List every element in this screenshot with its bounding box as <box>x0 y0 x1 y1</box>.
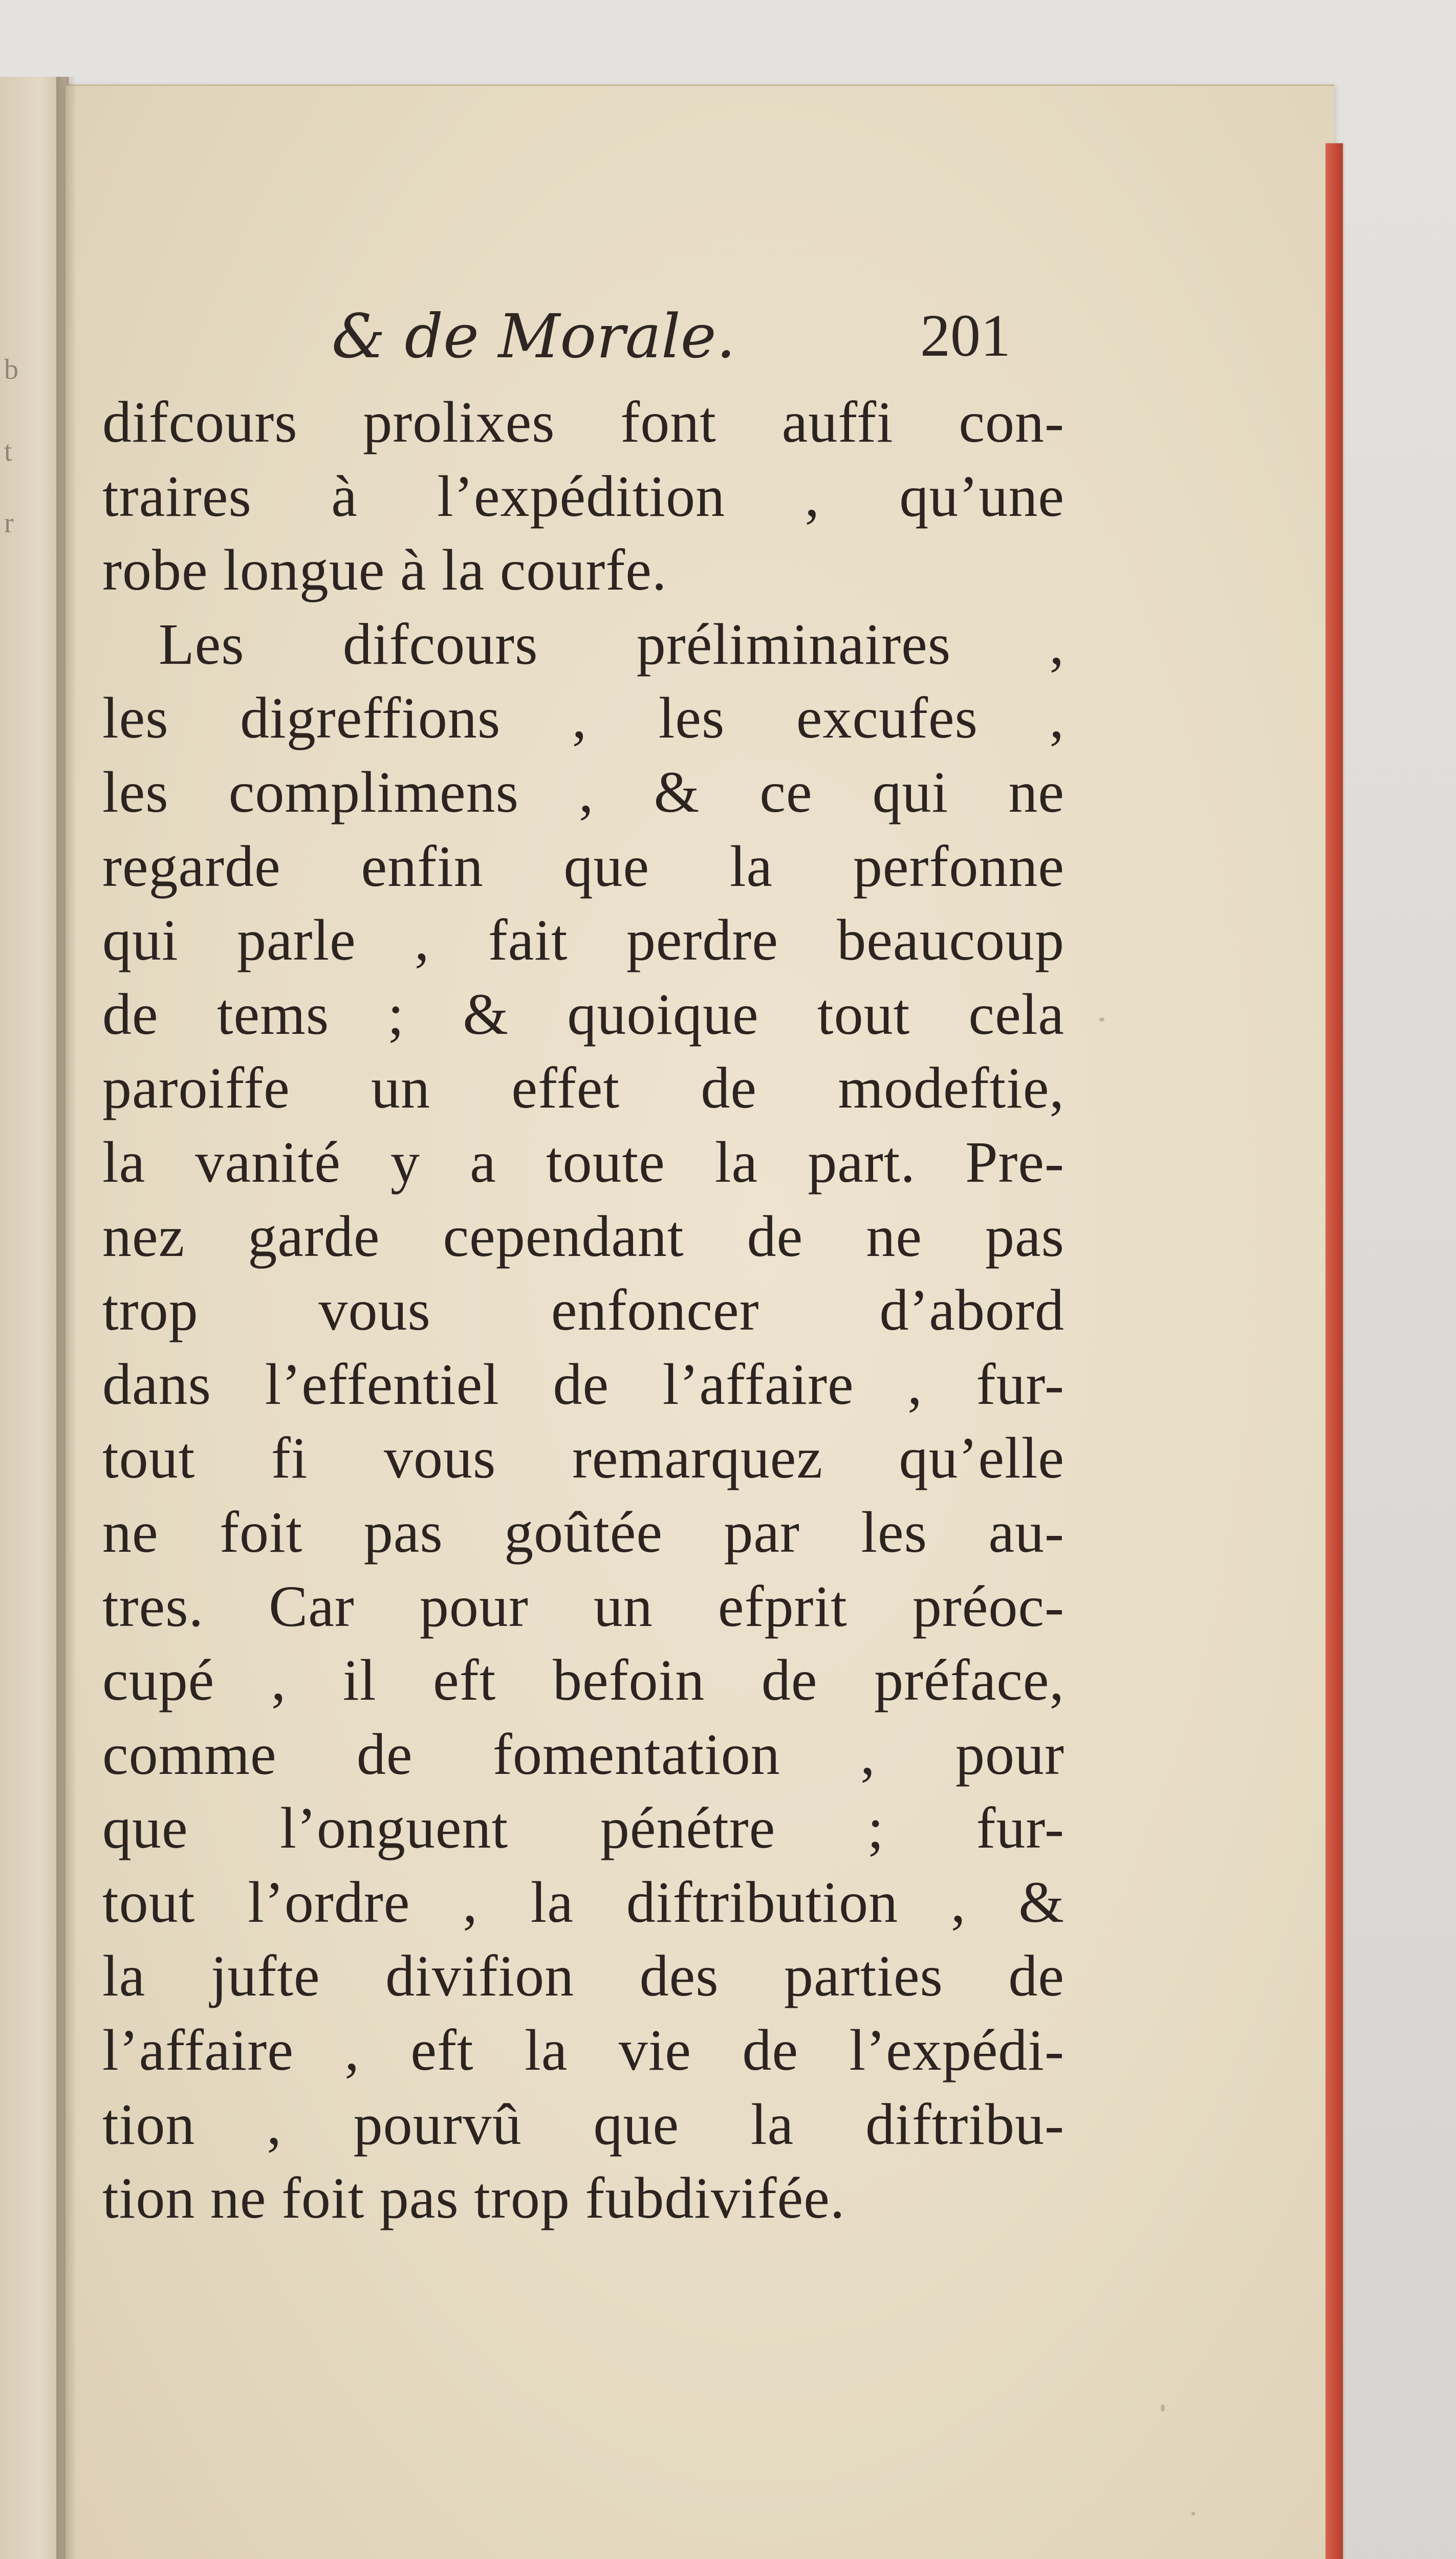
text-line: l’affaire , eft la vie de l’expédi- <box>102 2018 1064 2083</box>
text-line: robe longue à la courfe. <box>102 537 667 603</box>
text-line: la vanité y a toute la part. Pre- <box>102 1129 1064 1195</box>
text-line: tion ne foit pas trop fubdivifée. <box>102 2165 845 2231</box>
text-line: trop vous enfoncer d’abord <box>102 1277 1064 1343</box>
text-line: de tems ; & quoique tout cela <box>102 981 1064 1047</box>
paragraph-first-line: Les difcours préliminaires , <box>159 611 1064 677</box>
text-line: nez garde cependant de ne pas <box>102 1203 1064 1269</box>
text-line: comme de fomentation , pour <box>102 1721 1064 1787</box>
text-line: tion , pourvû que la diftribu- <box>102 2091 1064 2157</box>
text-line: paroiffe un effet de modeftie, <box>102 1055 1064 1121</box>
text-line: difcours prolixes font auffi con- <box>102 389 1064 454</box>
text-line: regarde enfin que la perfonne <box>102 833 1064 899</box>
text-line: la jufte divifion des parties de <box>102 1943 1064 2009</box>
red-page-edge <box>1325 143 1343 2559</box>
text-line: traires à l’expédition , qu’une <box>102 463 1064 529</box>
facing-page-mark: r <box>4 507 14 539</box>
text-line: dans l’effentiel de l’affaire , fur- <box>102 1351 1064 1417</box>
text-line: les digreffions , les excufes , <box>102 685 1064 751</box>
running-title: & de Morale. <box>332 301 736 372</box>
text-line: tres. Car pour un efprit préoc- <box>102 1573 1064 1639</box>
body-text <box>102 385 1064 2236</box>
text-line: tout l’ordre , la diftribution , & <box>102 1869 1064 1935</box>
facing-page-mark: t <box>4 436 12 467</box>
foxing-speck <box>1161 2404 1165 2412</box>
gutter-shadow <box>56 77 77 2559</box>
foxing-speck <box>1099 1017 1104 1022</box>
text-line: que l’onguent pénétre ; fur- <box>102 1795 1064 1861</box>
page-number: 201 <box>920 302 1011 369</box>
text-line: cupé , il eft befoin de préface, <box>102 1647 1064 1713</box>
text-line: les complimens , & ce qui ne <box>102 759 1064 825</box>
book-page <box>66 84 1335 2559</box>
text-line: ne foit pas goûtée par les au- <box>102 1499 1064 1565</box>
text-line: qui parle , fait perdre beaucoup <box>102 907 1064 973</box>
facing-page-mark: b <box>4 354 18 385</box>
foxing-speck <box>1191 2512 1195 2515</box>
page-header <box>66 280 1335 378</box>
text-line: tout fi vous remarquez qu’elle <box>102 1425 1064 1491</box>
